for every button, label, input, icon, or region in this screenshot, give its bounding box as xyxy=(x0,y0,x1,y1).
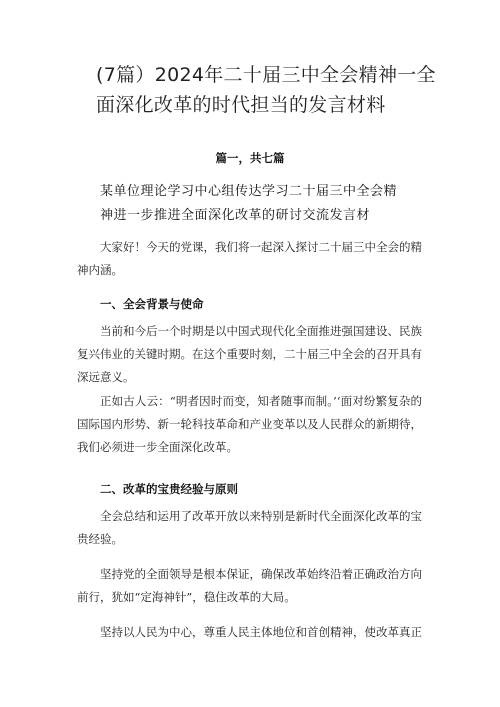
section-1-paragraph-2: 正如古人云：“明者因时而变，知者随事而制。’‘面对纷繁复杂的国际国内形势、新一轮科技革命和产业变革以及人民群众的新期待，我们必须进一步全面深化改革。 xyxy=(77,394,422,454)
section-heading-2: 二、改革的宝贵经验与原则 xyxy=(100,482,238,496)
section-2-paragraph-2: 坚持党的全面领导是根本保证，确保改革始终沿着正确政治方向前行，犹如“定海神针”，稳住改革的大局。 xyxy=(77,567,422,604)
part-label: 篇一，共七篇 xyxy=(215,151,285,165)
section-2-paragraph-1: 全会总结和运用了改革开放以来特别是新时代全面深化改革的宝贵经验。 xyxy=(77,509,422,546)
section-2-paragraph-3: 坚持以人民为中心，尊重人民主体地位和首创精神，使改革真正 xyxy=(100,625,422,639)
section-heading-1: 一、全会背景与使命 xyxy=(100,297,204,311)
document-title: (7篇）2024年二十届三中全会精神一全面深化改革的时代担当的发言材料 xyxy=(96,64,436,116)
section-1-paragraph-1: 当前和今后一个时期是以中国式现代化全面推进强国建设、民族复兴伟业的关键时期。在这个重要时刻，二十届三中全会的召开具有深远意义。 xyxy=(77,324,422,384)
document-subtitle: 某单位理论学习中心组传达学习二十届三中全会精神进一步推进全面深化改革的研讨交流发言材 xyxy=(100,184,398,223)
intro-paragraph: 大家好！今天的党课，我们将一起深入探讨二十届三中全会的精神内涵。 xyxy=(77,240,422,277)
